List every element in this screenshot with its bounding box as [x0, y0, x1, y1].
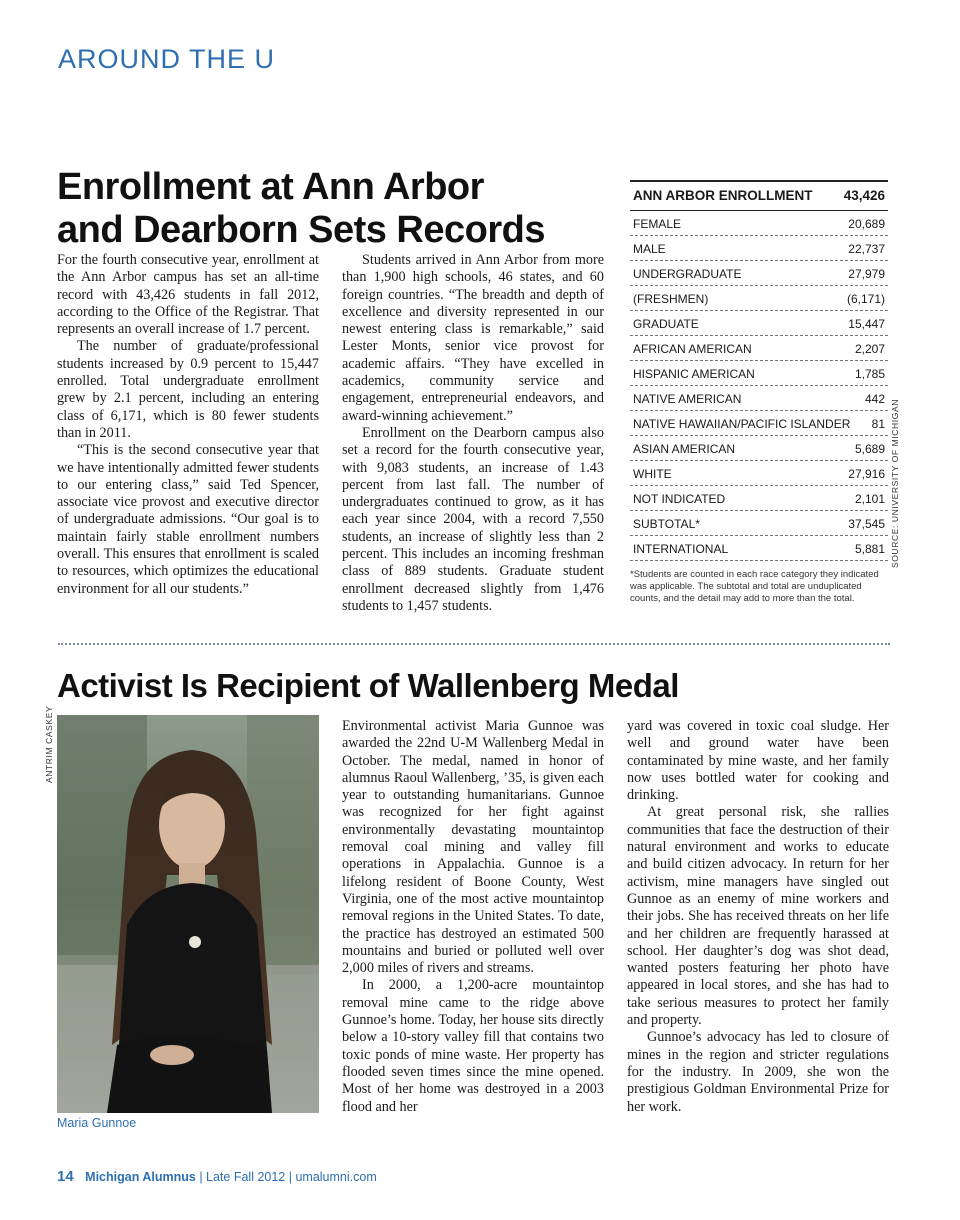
row-value: 27,979: [848, 267, 885, 281]
enrollment-table: [630, 180, 888, 605]
row-value: 1,785: [854, 367, 885, 381]
row-label: ASIAN AMERICAN: [633, 442, 736, 456]
table-header: [630, 180, 888, 211]
paragraph: In 2000, a 1,200-acre mountaintop removal mine came to the ridge above Gunnoe’s home. Today, her house sits directly below a 10-story valley fill that contains two toxic ponds of mine waste. Her property has flooded seven times since the mine opened. Most of her home was destroyed in a 2003 flood and her: [342, 977, 604, 1115]
paragraph: Gunnoe’s advocacy has led to closure of mines in the region and stricter regulations for the industry. In 2009, she won the prestigious Goldman Environmental Prize for her work.: [627, 1029, 889, 1115]
photo-credit: ANTRIM CASKEY: [44, 705, 54, 783]
row-value: 27,916: [848, 467, 885, 481]
table-row: [630, 211, 888, 236]
article2-column-1: [342, 718, 604, 1116]
table-row: [630, 536, 888, 561]
row-label: NOT INDICATED: [633, 492, 726, 506]
headline-line-2: and Dearborn Sets Records: [57, 209, 545, 251]
row-label: WHITE: [633, 467, 672, 481]
row-label: GRADUATE: [633, 317, 699, 331]
row-label: FEMALE: [633, 217, 682, 231]
row-label: AFRICAN AMERICAN: [633, 342, 752, 356]
row-label: NATIVE HAWAIIAN/PACIFIC ISLANDER: [633, 417, 851, 431]
table-row: [630, 511, 888, 536]
row-label: MALE: [633, 242, 666, 256]
paragraph: Environmental activist Maria Gunnoe was awarded the 22nd U-M Wallenberg Medal in October. The medal, named in honor of alumnus Raoul Wallenberg, ’35, is given each year to outstanding humanitarians. Gunnoe was recognized for her fight against environmentally devastating mountaintop removal coal mining and valley fill operations in Appalachia. Gunnoe is a lifelong resident of Boone County, West Virginia, one of the most active mountaintop removal regions in the United States. To date, the practice has destroyed an estimated 500 mountains and buried or polluted well over 2,000 miles of rivers and streams.: [342, 718, 604, 977]
table-row: [630, 436, 888, 461]
row-label: HISPANIC AMERICAN: [633, 367, 755, 381]
paragraph: For the fourth consecutive year, enrollment at the Ann Arbor campus has set an all-time record with 43,426 students in fall 2012, according to the Office of the Registrar. That represents an overall increase of 1.7 percent.: [57, 252, 319, 338]
table-total: 43,426: [843, 188, 885, 203]
table-row: [630, 411, 888, 436]
table-row: [630, 311, 888, 336]
row-label: SUBTOTAL*: [633, 517, 700, 531]
row-value: 2,101: [854, 492, 885, 506]
table-source-credit: SOURCE: UNIVERSITY OF MICHIGAN: [890, 399, 900, 568]
row-value: 442: [864, 392, 885, 406]
headline-line-1: Enrollment at Ann Arbor: [57, 166, 484, 208]
paragraph: The number of graduate/professional students increased by 0.9 percent to 15,447 enrolled. Total undergraduate enrollment grew by 2.1 percent, including an entering class of 6,171, which is 80 fewer students than in 2011.: [57, 338, 319, 441]
row-label: UNDERGRADUATE: [633, 267, 742, 281]
row-value: 5,881: [854, 542, 885, 556]
row-value: 20,689: [848, 217, 885, 231]
row-value: (6,171): [846, 292, 885, 306]
table-row: [630, 486, 888, 511]
row-label: NATIVE AMERICAN: [633, 392, 742, 406]
table-footnote: *Students are counted in each race category they indicated was applicable. The subtotal and total are unduplicated counts, and the detail may add to more than the total.: [630, 569, 879, 604]
page-number: 14: [57, 1168, 74, 1185]
row-value: 22,737: [848, 242, 885, 256]
paragraph: yard was covered in toxic coal sludge. Her well and ground water have been contaminated by mine waste, and her family now uses bottled water for cooking and drinking.: [627, 718, 889, 804]
row-value: 81: [871, 417, 885, 431]
paragraph: Students arrived in Ann Arbor from more than 1,900 high schools, 46 states, and 60 foreign countries. “The breadth and depth of excellence and diversity represented in our newest entering class is remarkable,” said Lester Monts, senior vice provost for academic affairs. “They have excelled in academics, community service and engagement, entrepreneurial endeavors, and award-winning achievement.”: [342, 252, 604, 424]
issue-label: | Late Fall 2012 |: [199, 1170, 292, 1184]
paragraph: At great personal risk, she rallies communities that face the destruction of their natural environment and works to educate and build citizen advocacy. In return for her activism, mine managers have singled out Gunnoe as an enemy of mine workers and their jobs. She has received threats on her life and her children are frequently harassed at school. Her daughter’s dog was shot dead, wanted posters featuring her photo have appeared in local stores, and she has had to take serious measures to protect her family and property.: [627, 804, 889, 1029]
article-headline: [57, 166, 617, 252]
table-row: [630, 236, 888, 261]
table-row: [630, 286, 888, 311]
section-divider: [58, 643, 890, 645]
paragraph: Enrollment on the Dearborn campus also set a record for the fourth consecutive year, with 9,083 students, an increase of 1.43 percent from last fall. The number of undergraduates continued to grow, as it has each year since 2004, with a record 7,550 students, an increase of slightly less than 2 percent. This includes an incoming freshman class of 889 students. Graduate student enrollment decreased slightly from 1,476 students to 1,457 students.: [342, 424, 604, 614]
section-label: AROUND THE U: [58, 44, 276, 74]
row-value: 2,207: [854, 342, 885, 356]
page-footer: [57, 1168, 377, 1185]
row-value: 15,447: [848, 317, 885, 331]
table-row: [630, 261, 888, 286]
photo-caption: Maria Gunnoe: [57, 1116, 137, 1130]
article2-column-2: [627, 718, 889, 1116]
row-value: 37,545: [848, 517, 885, 531]
row-value: 5,689: [854, 442, 885, 456]
table-row: [630, 386, 888, 411]
magazine-title: Michigan Alumnus: [85, 1170, 196, 1184]
table-row: [630, 336, 888, 361]
table-row: [630, 361, 888, 386]
row-label: (FRESHMEN): [633, 292, 709, 306]
article-column-1: [57, 252, 319, 598]
website-link[interactable]: umalumni.com: [295, 1170, 377, 1184]
row-label: INTERNATIONAL: [633, 542, 729, 556]
article-headline-2: Activist Is Recipient of Wallenberg Medal: [57, 667, 679, 704]
paragraph: “This is the second consecutive year that we have intentionally admitted fewer students to our entering class,” said Ted Spencer, associate vice provost and executive director of undergraduate admissions. “Our goal is to maintain fairly stable enrollment numbers overall. This ensures that enrollment is scaled to resources, which optimizes the educational environment for all our students.”: [57, 442, 319, 597]
table-row: [630, 461, 888, 486]
table-title: ANN ARBOR ENROLLMENT: [633, 188, 813, 203]
article-column-2: [342, 252, 604, 615]
portrait-photo: [57, 715, 319, 1113]
